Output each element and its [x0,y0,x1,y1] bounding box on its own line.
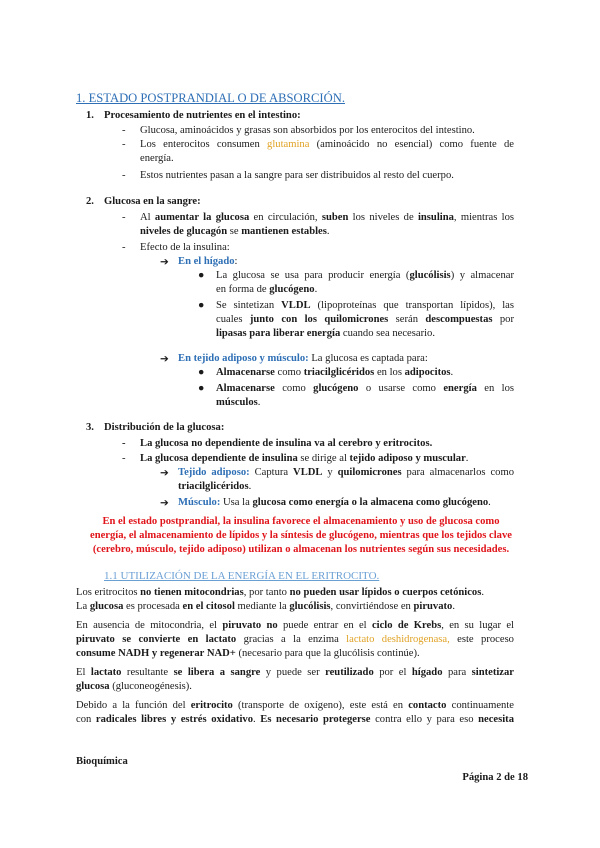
bullet-dot: ● [198,367,205,378]
dash-bullet: - [122,125,126,136]
dash-bullet: - [122,212,126,223]
sublist-title: En tejido adiposo y músculo: La glucosa es captada para: [178,353,428,364]
list-item: Estos nutrientes pasan a la sangre para ser distribuidos al resto del cuerpo. [140,170,454,181]
list-item: Almacenarse como triacilglicéridos en los adipocitos. [216,367,454,378]
summary-line: (cerebro, músculo, tejido adiposo) utilizan o almacenan los nutrientes según sus necesidades. [92,544,510,555]
paragraph-line: La glucosa es procesada en el citosol mediante la glucólisis, convirtiéndose en piruvato. [76,601,456,612]
list-item: Músculo: Usa la glucosa como energía o la almacena como glucógeno. [178,497,491,508]
paragraph-line: glucosa (gluconeogénesis). [76,681,192,692]
list-item-cont: triacilglicéridos. [178,481,252,492]
list-title: Glucosa en la sangre: [104,196,201,207]
arrow-icon: ➔ [160,468,169,479]
paragraph-line: Los eritrocitos no tienen mitocondrias, por tanto no pueden usar lípidos o cuerpos cetónicos. [76,587,484,598]
dash-bullet: - [122,139,126,150]
list-item-cont: niveles de glucagón se mantienen estables. [140,226,330,237]
list-item: Almacenarse como glucógeno o usarse como energía en los [216,383,514,394]
bullet-dot: ● [198,300,205,311]
subsection-heading: 1.1 UTILIZACIÓN DE LA ENERGÍA EN EL ERITROCITO. [104,570,380,582]
list-item-cont: energía. [140,153,174,164]
list-item: La glucosa no dependiente de insulina va al cerebro y eritrocitos. [140,438,433,449]
list-number: 2. [86,196,94,207]
list-item: Los enterocitos consumen glutamina (aminoácido no esencial) como fuente de [140,139,514,150]
paragraph-line: El lactato resultante se libera a sangre y puede ser reutilizado por el hígado para sintetizar [76,667,515,678]
bullet-dot: ● [198,270,205,281]
list-title: Distribución de la glucosa: [104,422,225,433]
list-item-cont: en forma de glucógeno. [216,284,318,295]
list-item: Glucosa, aminoácidos y grasas son absorbidos por los enterocitos del intestino. [140,125,475,136]
list-title: Procesamiento de nutrientes en el intestino: [104,110,301,121]
dash-bullet: - [122,242,126,253]
list-item: La glucosa dependiente de insulina se dirige al tejido adiposo y muscular. [140,453,469,464]
list-item-cont: lipasas para liberar energía cuando sea necesario. [216,328,435,339]
list-item: La glucosa se usa para producir energía (glucólisis) y almacenar [216,270,514,281]
dash-bullet: - [122,453,126,464]
footer-subject: Bioquímica [76,756,128,767]
arrow-icon: ➔ [160,354,169,365]
paragraph-line: piruvato se convierte en lactato gracias a la enzima lactato deshidrogenasa, este proceso [76,634,514,645]
list-item: Al aumentar la glucosa en circulación, suben los niveles de insulina, mientras los [140,212,515,223]
paragraph-line: Debido a la función del eritrocito (transporte de oxígeno), este está en contacto continuamente [76,700,514,711]
summary-line: En el estado postprandial, la insulina favorece el almacenamiento y uso de glucosa como [102,516,500,527]
paragraph-line: con radicales libres y estrés oxidativo. Es necesario protegerse contra ello y para eso necesita [76,714,514,725]
sublist-title: En el hígado: [178,256,238,267]
list-item: Tejido adiposo: Captura VLDL y quilomicrones para almacenarlos como [178,467,515,478]
list-item-cont: músculos. [216,397,261,408]
arrow-icon: ➔ [160,257,169,268]
paragraph-line: consume NADH y regenerar NAD+ (necesario para que la glucólisis continúe). [76,648,420,659]
list-item-cont: cuales junto con los quilomicrones serán descompuestas por [216,314,514,325]
dash-bullet: - [122,170,126,181]
page-number: Página 2 de 18 [462,772,528,783]
list-item: Efecto de la insulina: [140,242,230,253]
dash-bullet: - [122,438,126,449]
list-number: 1. [86,110,94,121]
summary-line: energía, el almacenamiento de lípidos y la síntesis de glucógeno, mientras que los tejidos clave [90,530,512,541]
paragraph-line: En ausencia de mitocondria, el piruvato no puede entrar en el ciclo de Krebs, en su lugar el [76,620,514,631]
section-heading: 1. ESTADO POSTPRANDIAL O DE ABSORCIÓN. [76,91,345,105]
list-item: Se sintetizan VLDL (lipoproteínas que transportan lípidos), las [216,300,514,311]
arrow-icon: ➔ [160,498,169,509]
bullet-dot: ● [198,383,205,394]
list-number: 3. [86,422,94,433]
